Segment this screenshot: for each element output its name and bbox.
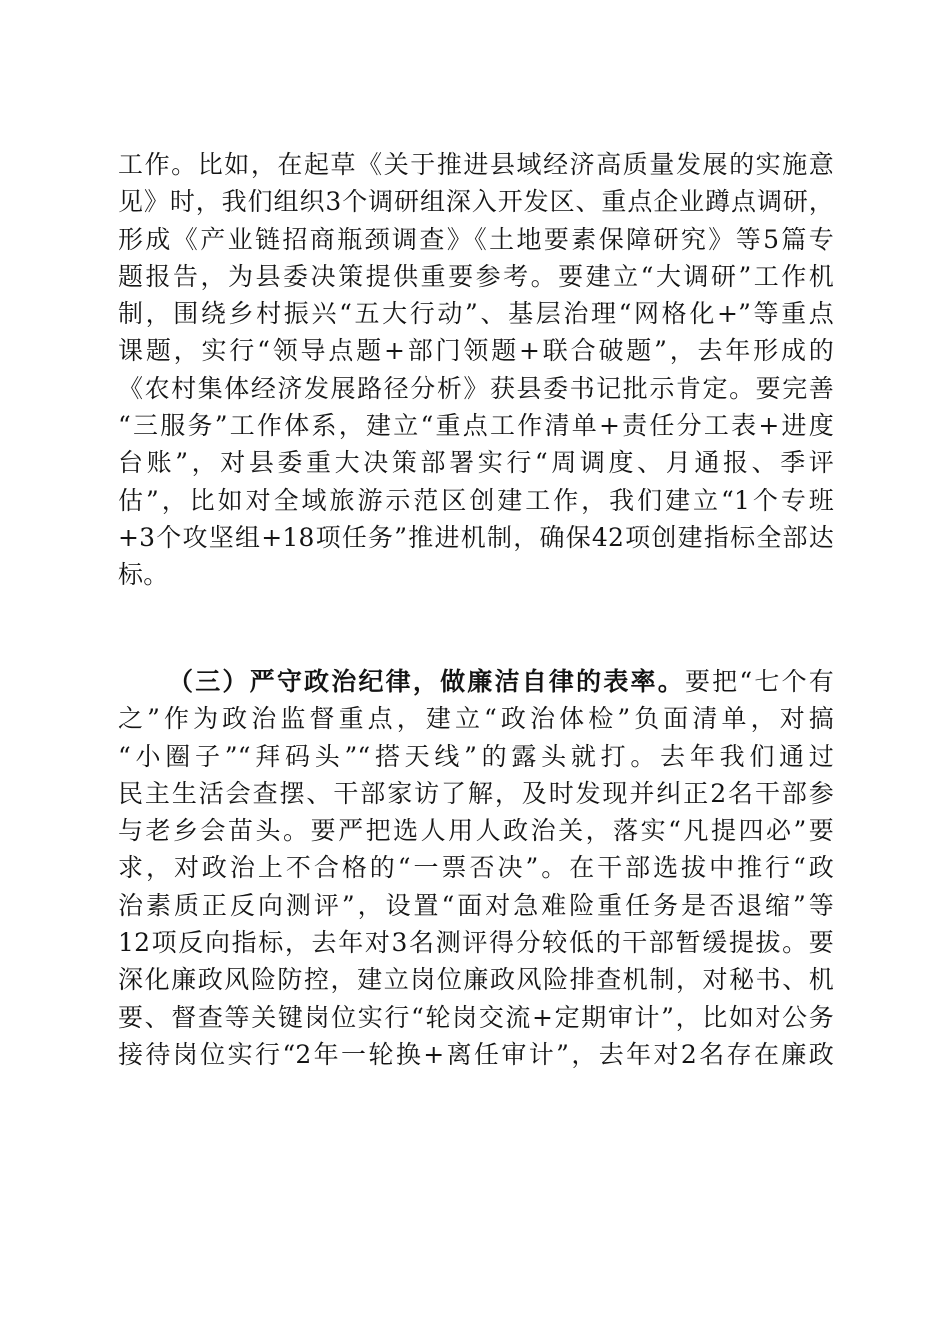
section-heading: （三）严守政治纪律，做廉洁自律的表率。 <box>168 667 685 696</box>
text-line: 治素质正反向测评”，设置“面对急难险重任务是否退缩”等 <box>118 890 834 920</box>
text-line: 形成《产业链招商瓶颈调查》《土地要素保障研究》等5篇专 <box>118 224 834 254</box>
text-line: 见》时，我们组织3个调研组深入开发区、重点企业蹲点调研， <box>118 187 834 217</box>
text-line: 之”作为政治监督重点，建立“政治体检”负面清单，对搞 <box>118 704 834 734</box>
text-line: 深化廉政风险防控，建立岗位廉政风险排查机制，对秘书、机 <box>118 965 834 995</box>
text-line: 与老乡会苗头。要严把选人用人政治关，落实“凡提四必”要 <box>118 816 834 846</box>
text-line: 题报告，为县委决策提供重要参考。要建立“大调研”工作机 <box>118 261 834 291</box>
text-line: 台账”，对县委重大决策部署实行“周调度、月通报、季评 <box>118 448 834 478</box>
text-line: +3个攻坚组+18项任务”推进机制，确保42项创建指标全部达 <box>118 522 834 552</box>
text-line: 接待岗位实行“2年一轮换+离任审计”，去年对2名存在廉政 <box>118 1039 834 1069</box>
text-line: 求，对政治上不合格的“一票否决”。在干部选拔中推行“政 <box>118 853 834 883</box>
paragraph-political-discipline <box>118 663 834 1073</box>
text-line: 《农村集体经济发展路径分析》获县委书记批示肯定。要完善 <box>118 373 834 403</box>
text-line: “三服务”工作体系，建立“重点工作清单+责任分工表+进度 <box>118 411 834 441</box>
text-line: 要、督查等关键岗位实行“轮岗交流+定期审计”，比如对公务 <box>118 1002 834 1032</box>
paragraph-research-work <box>118 146 834 594</box>
text-line: 课题，实行“领导点题+部门领题+联合破题”，去年形成的 <box>118 336 834 366</box>
text-line: 标。 <box>118 560 169 590</box>
text-line: “小圈子”“拜码头”“搭天线”的露头就打。去年我们通过 <box>118 741 834 771</box>
heading-line-rest: 要把“七个有 <box>684 667 834 696</box>
text-line: 制，围绕乡村振兴“五大行动”、基层治理“网格化+”等重点 <box>118 299 834 329</box>
text-line: 12项反向指标，去年对3名测评得分较低的干部暂缓提拔。要 <box>118 928 834 958</box>
text-line <box>118 663 834 700</box>
text-line: 工作。比如，在起草《关于推进县域经济高质量发展的实施意 <box>118 150 834 179</box>
text-line: 估”，比如对全域旅游示范区创建工作，我们建立“1个专班 <box>118 485 834 515</box>
text-line: 民主生活会查摆、干部家访了解，及时发现并纠正2名干部参 <box>118 778 834 808</box>
